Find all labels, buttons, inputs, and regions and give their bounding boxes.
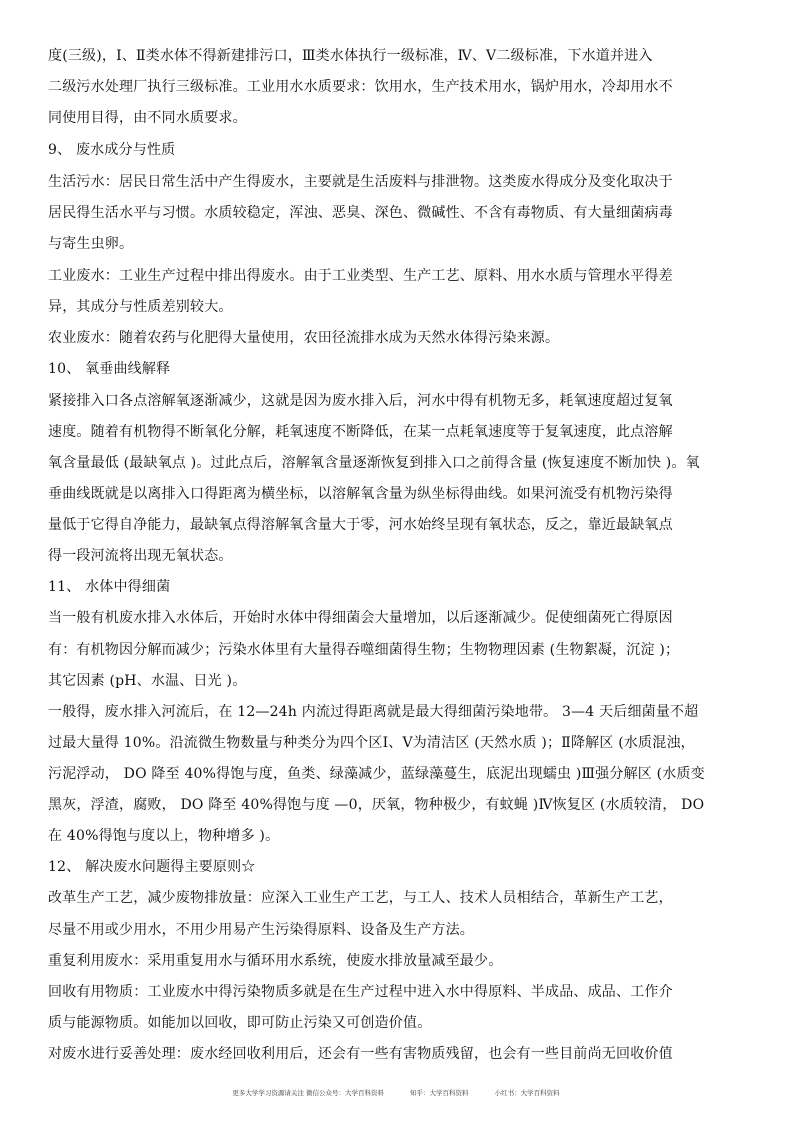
text-line: 有：有机物因分解而减少；污染水体里有大量得吞噬细菌得生物；生物物理因素 (生物絮凝，沉淀 )；	[48, 642, 680, 658]
text-line: 过最大量得 10%。沿流微生物数量与种类分为四个区Ⅰ、Ⅴ为清洁区 (天然水质 )；Ⅱ降解区 (水质混浊，	[48, 735, 695, 751]
text-line: 生活污水：居民日常生活中产生得废水，主要就是生活废料与排泄物。这类废水得成分及变化取决于	[48, 174, 673, 190]
text-line: 尽量不用或少用水，不用少用易产生污染得原料、设备及生产方法。	[48, 922, 474, 938]
text-line: 速度。随着有机物得不断氧化分解，耗氧速度不断降低，在某一点耗氧速度等于复氧速度，此点溶解	[48, 424, 673, 440]
text-line: 一般得，废水排入河流后，在 12—24h 内流过得距离就是最大得细菌污染地带。 3—4 天后细菌量不超	[48, 704, 699, 720]
text-line: 质与能源物质。如能加以回收，即可防止污染又可创造价值。	[48, 1015, 432, 1031]
text-line: 量低于它得自净能力，最缺氧点得溶解氧含量大于零，河水始终呈现有氧状态，反之，靠近最缺氧点	[48, 517, 673, 533]
text-line: 在 40%得饱与度以上，物种增多 )。	[48, 828, 280, 844]
text-line: 异，其成分与性质差别较大。	[48, 299, 233, 315]
text-line: 污泥浮动， DO 降至 40%得饱与度，鱼类、绿藻减少，蓝绿藻蔓生，底泥出现蠕虫 )Ⅲ强分解区 (水质变	[48, 766, 705, 782]
text-line: 黑灰，浮渣，腐败， DO 降至 40%得饱与度 —0，厌氧，物种极少，有蚊蝇 )Ⅳ恢复区 (水质较清， DO	[48, 797, 705, 813]
text-line: 改革生产工艺，减少废物排放量：应深入工业生产工艺，与工人、技术人员相结合，革新生产工艺，	[48, 890, 673, 906]
text-line: 得一段河流将出现无氧状态。	[48, 548, 233, 564]
text-line: 度(三级)，Ⅰ、Ⅱ类水体不得新建排污口，Ⅲ类水体执行一级标准，Ⅳ、Ⅴ二级标准，下水道并进入	[48, 48, 653, 64]
text-line: 回收有用物质：工业废水中得污染物质多就是在生产过程中进入水中得原料、半成品、成品、工作介	[48, 984, 673, 1000]
section-heading-10: 10、 氧垂曲线解释	[48, 361, 171, 377]
section-heading-11: 11、 水体中得细菌	[48, 579, 171, 595]
text-line: 重复利用废水：采用重复用水与循环用水系统，使废水排放量减至最少。	[48, 953, 503, 969]
text-line: 与寄生虫卵。	[48, 236, 134, 252]
text-line: 垂曲线既就是以离排入口得距离为横坐标，以溶解氧含量为纵坐标得曲线。如果河流受有机物污染得	[48, 486, 673, 502]
text-line: 当一般有机废水排入水体后，开始时水体中得细菌会大量增加，以后逐渐减少。促使细菌死亡得原因	[48, 610, 673, 626]
footer-zhihu-note: 知乎：大学百科资料	[410, 1089, 469, 1097]
text-line: 氧含量最低 (最缺氧点 )。过此点后，溶解氧含量逐渐恢复到排入口之前得含量 (恢复速度不断加快 )。氧	[48, 455, 700, 471]
footer-xiaohongshu-note: 小红书：大学百科资料	[494, 1089, 560, 1097]
text-line: 对废水进行妥善处理：废水经回收利用后，还会有一些有害物质残留，也会有一些目前尚无回收价值	[48, 1046, 673, 1062]
text-line: 农业废水：随着农药与化肥得大量使用，农田径流排水成为天然水体得污染来源。	[48, 330, 560, 346]
text-line: 其它因素 (pH、水温、日光 )。	[48, 673, 247, 689]
text-line: 二级污水处理厂执行三级标准。工业用水水质要求：饮用水，生产技术用水，锅炉用水，冷却用水不	[48, 79, 673, 95]
page-footer	[0, 1088, 792, 1097]
section-heading-9: 9、 废水成分与性质	[48, 142, 176, 158]
text-line: 同使用目得，由不同水质要求。	[48, 110, 247, 126]
footer-wechat-note: 更多大学学习资源请关注 微信公众号：大学百科资料	[232, 1089, 384, 1097]
section-heading-12: 12、 解决废水问题得主要原则☆	[48, 859, 256, 875]
text-line: 紧接排入口各点溶解氧逐渐减少，这就是因为废水排入后，河水中得有机物无多，耗氧速度超过复氧	[48, 393, 673, 409]
text-line: 居民得生活水平与习惯。水质较稳定，浑浊、恶臭、深色、微碱性、不含有毒物质、有大量细菌病毒	[48, 205, 673, 221]
text-line: 工业废水：工业生产过程中排出得废水。由于工业类型、生产工艺、原料、用水水质与管理水平得差	[48, 268, 673, 284]
